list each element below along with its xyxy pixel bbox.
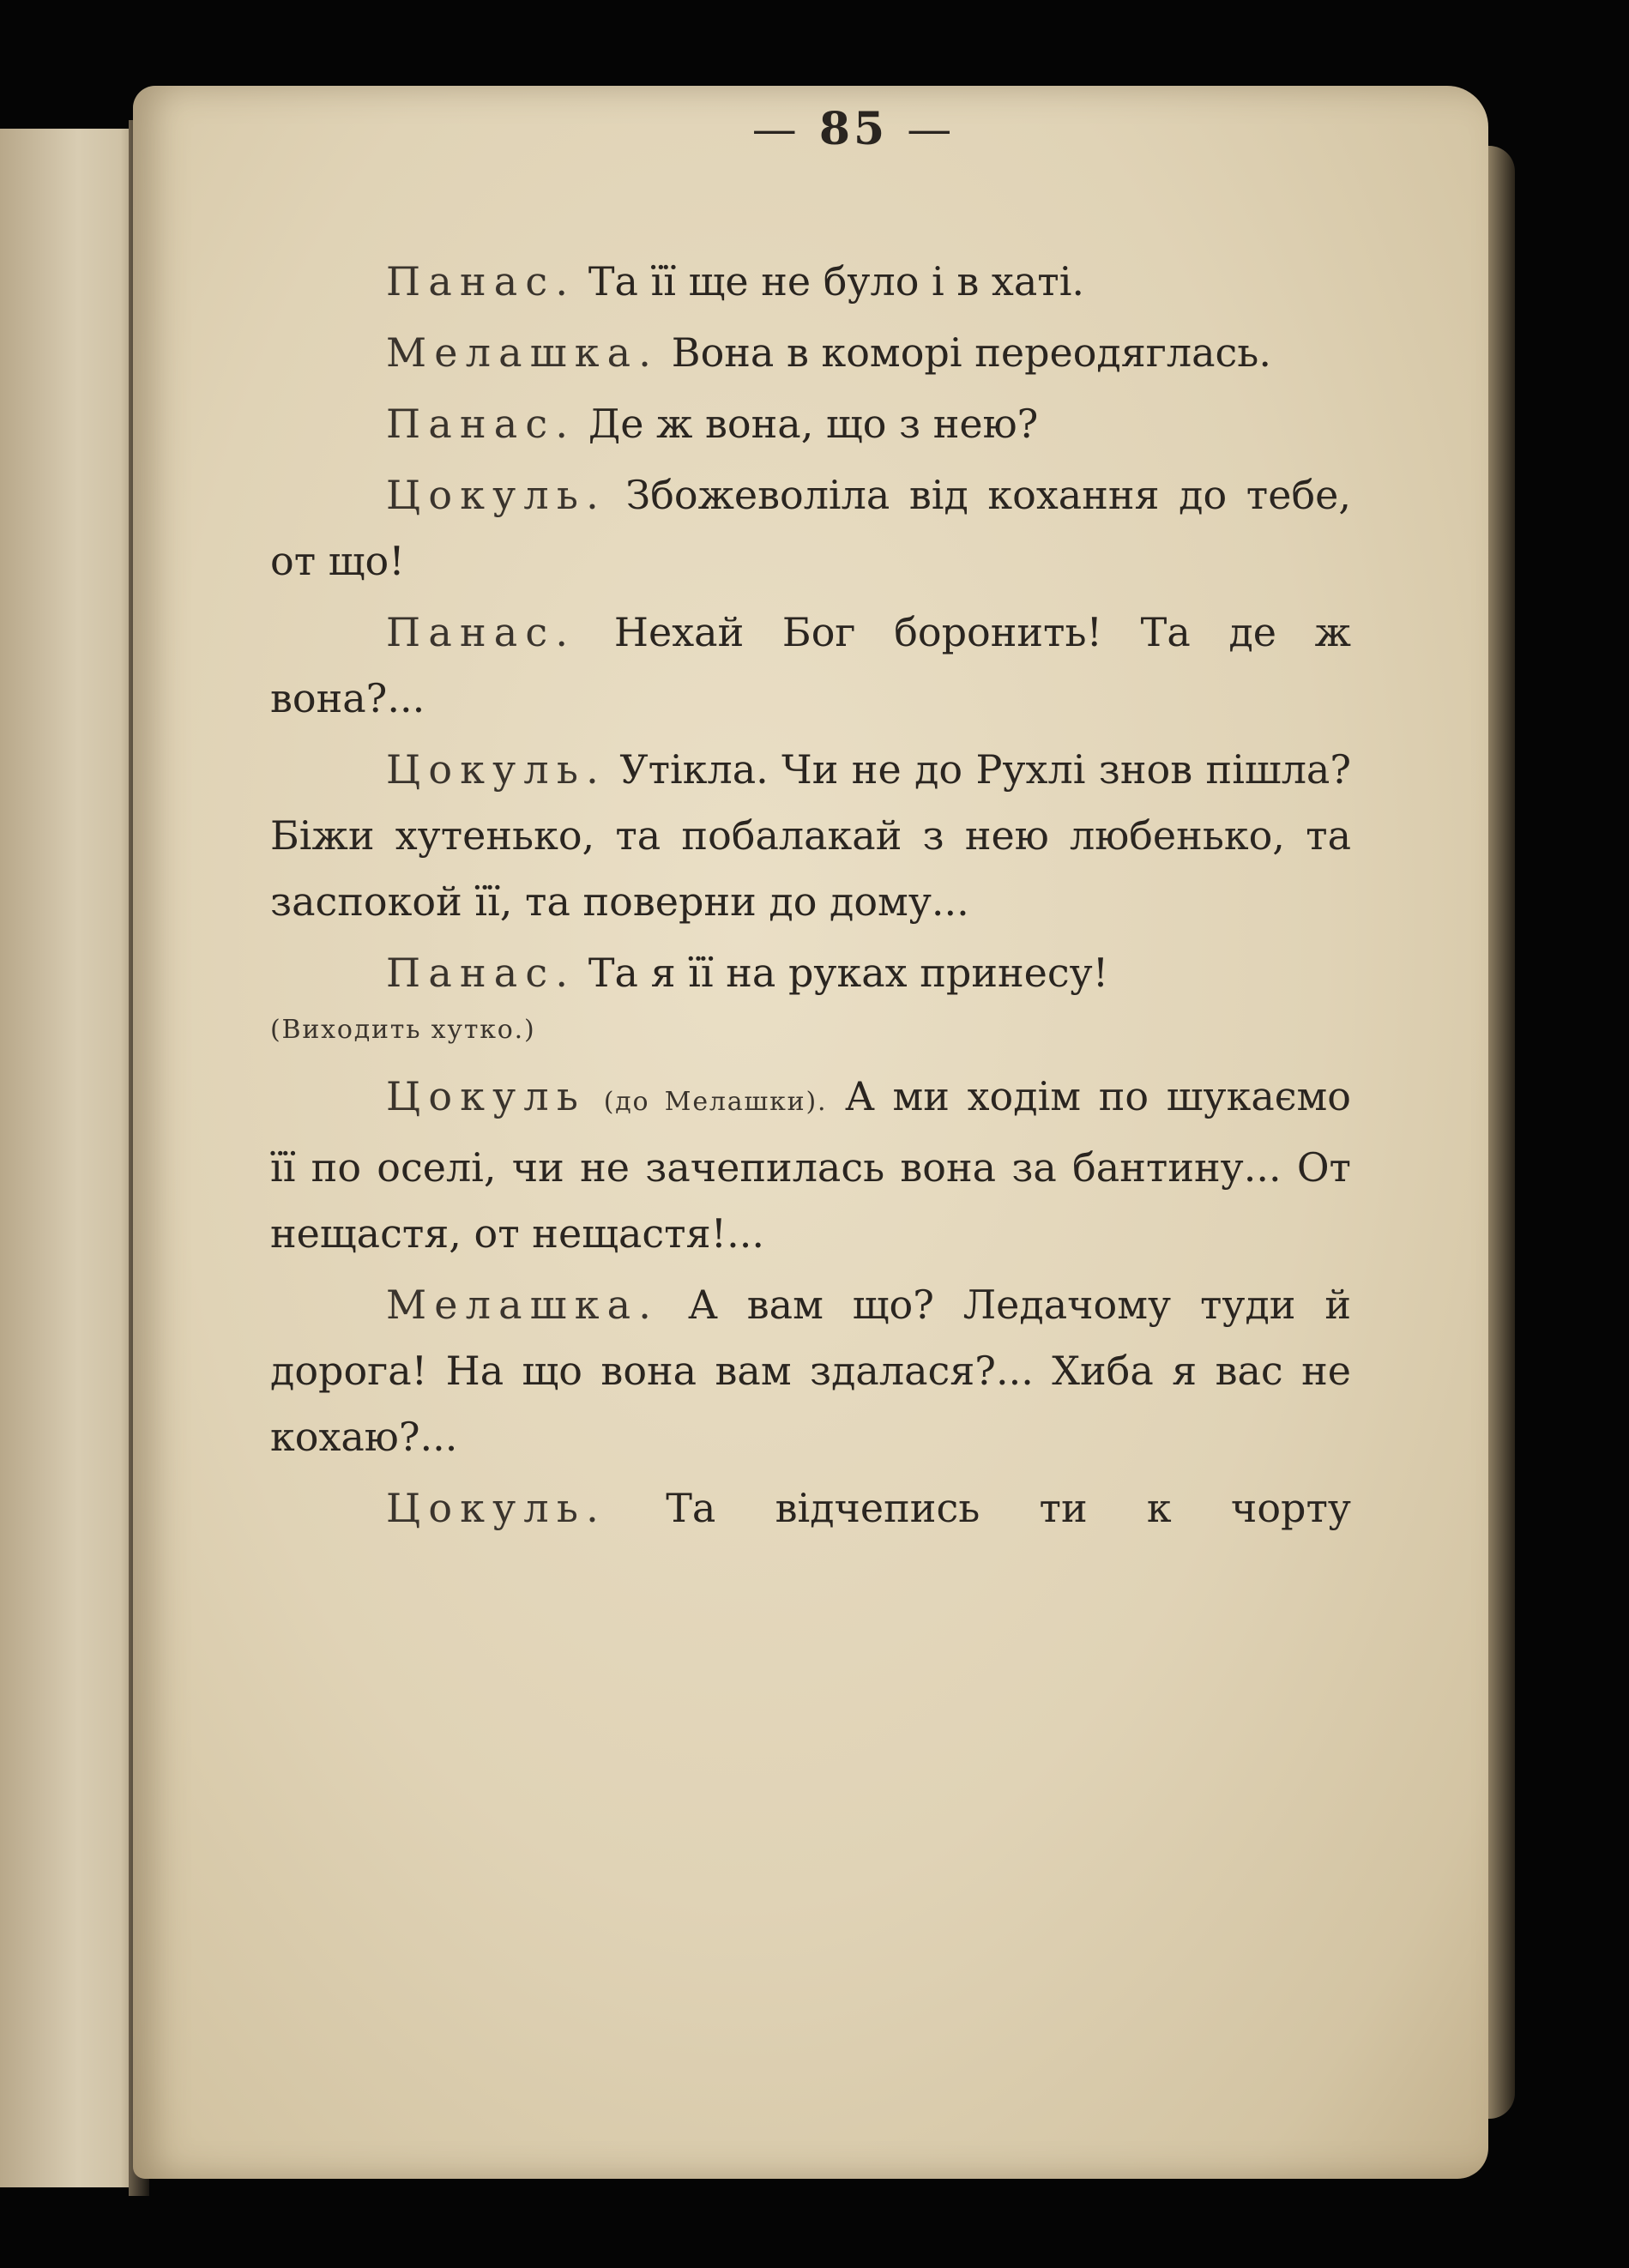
dialogue-line — [270, 391, 1351, 457]
speaker-name: Цокуль — [386, 1073, 587, 1119]
dialogue-line — [270, 320, 1351, 386]
dialogue-text: Збожеволіла від кохання до тебе, от що! — [270, 472, 1352, 584]
dialogue-line — [270, 1475, 1351, 1541]
dialogue-text: Та її ще не було і в хаті. — [588, 258, 1085, 305]
page-number: 85 — [818, 103, 889, 155]
dialogue-text: Та я її на руках принесу! — [588, 950, 1109, 996]
dialogue-line — [270, 1272, 1351, 1470]
stage-direction: (Виходить хутко.) — [270, 1015, 536, 1045]
dialogue-line — [270, 600, 1351, 732]
speaker-name: Мелашка. — [386, 329, 660, 376]
stage-direction: (до Мелашки). — [603, 1087, 828, 1117]
stage-direction-line — [270, 1004, 1351, 1050]
page-number-dash-left: — — [751, 104, 800, 155]
speaker-name: Цокуль. — [386, 746, 606, 793]
dialogue-text: А ми ходім по шукаємо її по оселі, чи не зачепилась вона за бантину... От нещастя, от нещастя!... — [270, 1073, 1352, 1257]
page-stack-edge — [1484, 146, 1515, 2119]
left-page-edge — [0, 129, 142, 2187]
dialogue-text: Де ж вона, що з нею? — [588, 401, 1039, 447]
dialogue-text: Та відчепись ти к чорту — [666, 1485, 1352, 1531]
speaker-name: Мелашка. — [386, 1282, 660, 1328]
dialogue-text: А вам що? Ледачому туди й дорога! На що вона вам здалася?... Хиба я вас не кохаю?... — [270, 1282, 1351, 1460]
dialogue-line — [270, 249, 1351, 315]
page-number-header — [133, 103, 1574, 155]
speaker-name: Панас. — [386, 609, 576, 655]
dialogue-text: Вона в коморі переодяглась. — [671, 329, 1271, 376]
dialogue-line — [270, 737, 1351, 935]
page-number-dash-right: — — [907, 104, 956, 155]
speaker-name: Цокуль. — [386, 472, 606, 518]
page-text — [270, 249, 1351, 1547]
speaker-name: Цокуль. — [386, 1485, 606, 1531]
dialogue-line — [270, 462, 1351, 594]
speaker-name: Панас. — [386, 950, 576, 996]
dialogue-text: Утікла. Чи не до Рухлі знов пішла? Біжи хутенько, та побалакай з нею любенько, та заспокой її, та поверни до дому... — [270, 746, 1352, 925]
dialogue-line — [270, 1064, 1351, 1267]
dialogue-text: Нехай Бог боронить! Та де ж вона?... — [270, 609, 1351, 721]
dialogue-line — [270, 940, 1351, 1006]
speaker-name: Панас. — [386, 401, 576, 447]
speaker-name: Панас. — [386, 258, 576, 305]
